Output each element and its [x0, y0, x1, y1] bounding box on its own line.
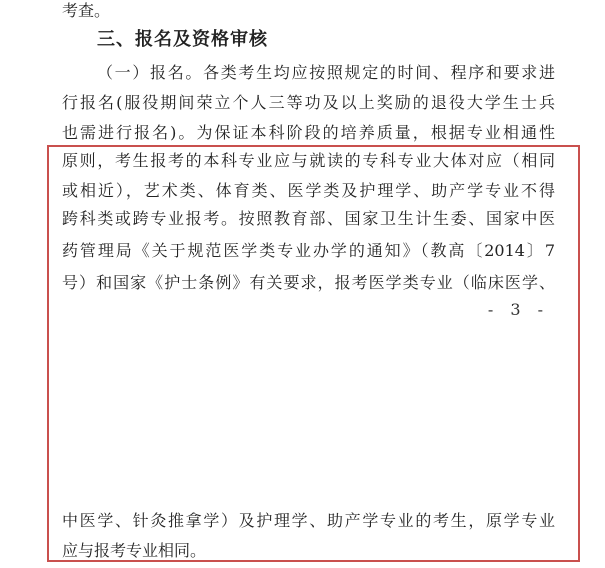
text-line: 考查。: [62, 1, 111, 20]
text-line: 或相近），艺术类、体育类、医学类及护理学、助产学专业不得: [62, 181, 555, 200]
text-line: 药管理局《关于规范医学类专业办学的通知》（教高〔2014〕7: [62, 241, 555, 260]
page-number: - 3 -: [487, 300, 549, 319]
text-line: 号）和国家《护士条例》有关要求，报考医学类专业（临床医学、: [62, 273, 555, 292]
text-line: 应与报考专业相同。: [62, 541, 207, 560]
text-line: 跨科类或跨专业报考。按照教育部、国家卫生计生委、国家中医: [62, 209, 555, 228]
text-line: 中医学、针灸推拿学）及护理学、助产学专业的考生，原学专业: [62, 511, 555, 530]
text-line: （一）报名。各类考生均应按照规定的时间、程序和要求进: [97, 63, 555, 82]
section-heading: 三、报名及资格审核: [97, 29, 268, 50]
text-line: 原则，考生报考的本科专业应与就读的专科专业大体对应（相同: [62, 151, 555, 170]
text-line: 行报名(服役期间荣立个人三等功及以上奖励的退役大学生士兵: [62, 93, 555, 112]
text-line: 也需进行报名)。为保证本科阶段的培养质量，根据专业相通性: [62, 123, 555, 142]
